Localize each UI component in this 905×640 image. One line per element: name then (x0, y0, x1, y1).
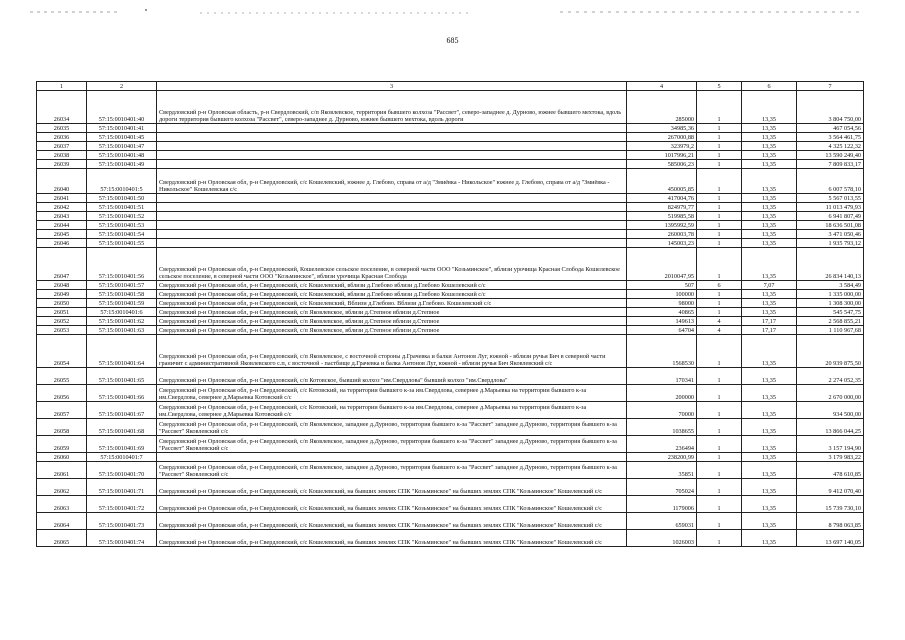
category-code: 1 (697, 133, 742, 142)
rate-value: 13,35 (742, 133, 797, 142)
rate-value: 13,35 (742, 462, 797, 479)
column-header: 5 (697, 82, 742, 91)
cadastral-number: 57:15:0010401:72 (87, 496, 157, 513)
table-row (37, 124, 864, 133)
category-code: 1 (697, 419, 742, 436)
area-value: 35851 (627, 462, 697, 479)
area-value: 705024 (627, 479, 697, 496)
cadastral-number: 57:15:0010401:68 (87, 419, 157, 436)
row-number: 26036 (37, 133, 87, 142)
area-value: 170341 (627, 368, 697, 385)
rate-value: 13,35 (742, 248, 797, 281)
category-code: 1 (697, 142, 742, 151)
cadastral-value: 13 697 140,05 (797, 530, 864, 547)
row-number: 26064 (37, 513, 87, 530)
cadastral-number: 57:15:0010401:66 (87, 385, 157, 402)
rate-value: 13,35 (742, 513, 797, 530)
column-header: 7 (797, 82, 864, 91)
location-description: Свердловский р-н Орловская обл, р-н Свердловский, с/с Котовский, на территории бывшего к-за им.Свердлова, севернее д.Марьевка на территории бывшего к-за им.Свердлова, севернее д.Марьевка Котовский с/с (157, 402, 627, 419)
rate-value: 13,35 (742, 368, 797, 385)
cadastral-value: 1 935 793,12 (797, 239, 864, 248)
row-number: 26035 (37, 124, 87, 133)
location-description (157, 160, 627, 169)
category-code: 1 (697, 496, 742, 513)
row-number: 26051 (37, 308, 87, 317)
column-header: 4 (627, 82, 697, 91)
category-code: 1 (697, 124, 742, 133)
category-code: 1 (697, 402, 742, 419)
category-code: 1 (697, 290, 742, 299)
table-row (37, 169, 864, 194)
category-code: 1 (697, 91, 742, 124)
row-number: 26040 (37, 169, 87, 194)
cadastral-number: 57:15:0010401:56 (87, 248, 157, 281)
location-description: Свердловский р-н Орловская обл, р-н Свердловский, с/с Кошелевский, на бывших землях СПК "Козьминское" на бывших землях СПК "Козьминское" Кошелевский с/с (157, 496, 627, 513)
location-description (157, 194, 627, 203)
location-description: Свердловский р-н Орловская обл, р-н Свердловский, с/п Яковлевское, западнее д.Дурново, территория бывшего к-за "Рассвет" западнее д.Дурново, территория бывшего к-за "Рассвет" Яковлевский с/с (157, 436, 627, 453)
cadastral-number: 57:15:0010401:73 (87, 513, 157, 530)
cadastral-value: 7 809 833,17 (797, 160, 864, 169)
row-number: 26049 (37, 290, 87, 299)
area-value: 1026003 (627, 530, 697, 547)
location-description: Свердловский р-н Орловская обл, р-н Свердловский, с/п Котовское, бывший колхоз "им.Свердлова" бывший колхоз "им.Свердлова" (157, 368, 627, 385)
table-row (37, 496, 864, 513)
category-code: 1 (697, 368, 742, 385)
rate-value: 13,35 (742, 203, 797, 212)
rate-value: 13,35 (742, 436, 797, 453)
category-code: 1 (697, 385, 742, 402)
cadastral-number: 57:15:0010401:67 (87, 402, 157, 419)
cadastral-value: 15 739 730,10 (797, 496, 864, 513)
rate-value: 13,35 (742, 290, 797, 299)
table-row (37, 230, 864, 239)
column-header: 2 (87, 82, 157, 91)
cadastral-number: 57:15:0010401:57 (87, 281, 157, 290)
cadastral-number: 57:15:0010401:69 (87, 436, 157, 453)
rate-value: 13,35 (742, 530, 797, 547)
cadastral-number: 57:15:0010401:47 (87, 142, 157, 151)
table-row (37, 203, 864, 212)
table-body (37, 91, 864, 547)
row-number: 26038 (37, 151, 87, 160)
cadastral-value: 934 500,00 (797, 402, 864, 419)
rate-value: 13,35 (742, 385, 797, 402)
row-number: 26056 (37, 385, 87, 402)
location-description: Свердловский р-н Орловская обл, р-н Свердловский, с/с Кошелевский, на бывших землях СПК "Козьминское" на бывших землях СПК "Козьминское" Кошелевский с/с (157, 530, 627, 547)
area-value: 149613 (627, 317, 697, 326)
location-description (157, 230, 627, 239)
row-number: 26050 (37, 299, 87, 308)
location-description: Свердловский р-н Орловская обл, р-н Свердловский, с/п Яковлевское, вблизи д.Степное вблизи д.Степное (157, 326, 627, 335)
table-row (37, 281, 864, 290)
table-row (37, 151, 864, 160)
table-row (37, 308, 864, 317)
row-number: 26046 (37, 239, 87, 248)
area-value: 659031 (627, 513, 697, 530)
category-code: 4 (697, 317, 742, 326)
cadastral-value: 3 804 750,00 (797, 91, 864, 124)
area-value: 260003,78 (627, 230, 697, 239)
area-value: 507 (627, 281, 697, 290)
location-description: Свердловский р-н Орловская обл, р-н Свердловский, с/с Кошелевский, вблизи д.Глебово вблизи д.Глебово Кошелевский с/с (157, 290, 627, 299)
rate-value: 13,35 (742, 453, 797, 462)
location-description (157, 133, 627, 142)
location-description (157, 221, 627, 230)
rate-value: 13,35 (742, 160, 797, 169)
table-row (37, 368, 864, 385)
location-description: Свердловский р-н Орловская обл, р-н Свердловский, с/с Кошелевский, на бывших землях СПК "Козьминское" на бывших землях СПК "Козьминское" Кошелевский с/с (157, 479, 627, 496)
cadastral-number: 57:15:0010401:40 (87, 91, 157, 124)
table-row (37, 133, 864, 142)
area-value: 40865 (627, 308, 697, 317)
row-number: 26041 (37, 194, 87, 203)
table-row (37, 317, 864, 326)
cadastral-value: 3 584,49 (797, 281, 864, 290)
cadastral-number: 57:15:0010401:54 (87, 230, 157, 239)
rate-value: 13,35 (742, 335, 797, 368)
table-row (37, 91, 864, 124)
category-code: 6 (697, 281, 742, 290)
cadastral-value: 3 179 983,22 (797, 453, 864, 462)
rate-value: 7,07 (742, 281, 797, 290)
row-number: 26044 (37, 221, 87, 230)
area-value: 285000 (627, 91, 697, 124)
table-row (37, 290, 864, 299)
category-code: 1 (697, 248, 742, 281)
area-value: 417004,76 (627, 194, 697, 203)
area-value: 64704 (627, 326, 697, 335)
row-number: 26065 (37, 530, 87, 547)
row-number: 26052 (37, 317, 87, 326)
table-row (37, 239, 864, 248)
cadastral-number: 57:15:0010401:41 (87, 124, 157, 133)
cadastral-value: 6 007 578,10 (797, 169, 864, 194)
area-value: 450005,85 (627, 169, 697, 194)
row-number: 26034 (37, 91, 87, 124)
rate-value: 17,17 (742, 317, 797, 326)
column-header: 3 (157, 82, 627, 91)
rate-value: 13,35 (742, 169, 797, 194)
rate-value: 13,35 (742, 221, 797, 230)
cadastral-number: 57:15:0010401:59 (87, 299, 157, 308)
category-code: 1 (697, 453, 742, 462)
table-row (37, 299, 864, 308)
cadastral-value: 1 110 967,68 (797, 326, 864, 335)
rate-value: 17,17 (742, 326, 797, 335)
table-row (37, 436, 864, 453)
location-description (157, 453, 627, 462)
category-code: 4 (697, 326, 742, 335)
table-row (37, 419, 864, 436)
scan-artifact-line (0, 8, 905, 20)
cadastral-value: 1 335 000,00 (797, 290, 864, 299)
area-value: 236494 (627, 436, 697, 453)
rate-value: 13,35 (742, 194, 797, 203)
cadastral-number: 57:15:0010401:71 (87, 479, 157, 496)
category-code: 1 (697, 239, 742, 248)
cadastral-value: 4 325 122,32 (797, 142, 864, 151)
cadastral-number: 57:15:0010401:48 (87, 151, 157, 160)
area-value: 267000,88 (627, 133, 697, 142)
location-description: Свердловский р-н Орловская обл, р-н Свердловский, с/с Кошелевский, на бывших землях СПК "Козьминское" на бывших землях СПК "Козьминское" Кошелевский с/с (157, 513, 627, 530)
cadastral-value: 13 866 044,25 (797, 419, 864, 436)
cadastral-value: 5 567 013,55 (797, 194, 864, 203)
rate-value: 13,35 (742, 479, 797, 496)
location-description: Свердловский р-н Орловская обл, р-н Свердловский, с/п Яковлевское, вблизи д.Степное вблизи д.Степное (157, 317, 627, 326)
category-code: 1 (697, 203, 742, 212)
row-number: 26045 (37, 230, 87, 239)
cadastral-value: 18 636 501,08 (797, 221, 864, 230)
cadastral-value: 1 308 300,00 (797, 299, 864, 308)
area-value: 824979,77 (627, 203, 697, 212)
rate-value: 13,35 (742, 142, 797, 151)
column-header: 6 (742, 82, 797, 91)
cadastral-number: 57:15:0010401:50 (87, 194, 157, 203)
cadastral-value: 467 054,56 (797, 124, 864, 133)
land-valuation-table (36, 81, 864, 547)
row-number: 26042 (37, 203, 87, 212)
category-code: 1 (697, 479, 742, 496)
table-row (37, 513, 864, 530)
table-row (37, 212, 864, 221)
area-value: 100000 (627, 290, 697, 299)
location-description (157, 203, 627, 212)
row-number: 26058 (37, 419, 87, 436)
cadastral-number: 57:15:0010401:58 (87, 290, 157, 299)
area-value: 1017996,21 (627, 151, 697, 160)
location-description: Свердловский р-н Орловская обл, р-н Свердловский, с/с Кошелевский, южнее д. Глебово, справа от а/д "Змиёвка - Никольское" южнее д. Глебово, справа от а/д "Змиёвка - Никольское" Кошелевская с/с (157, 169, 627, 194)
row-number: 26059 (37, 436, 87, 453)
table-row (37, 462, 864, 479)
area-value: 145003,23 (627, 239, 697, 248)
location-description: Свердловский р-н Орловская обл, р-н Свердловский, с/п Яковлевское, западнее д.Дурново, территория бывшего к-за "Рассвет" западнее д.Дурново, территория бывшего к-за "Рассвет" Яковлевский с/с (157, 462, 627, 479)
location-description: Свердловский р-н Орловская обл, р-н Свердловский, с/с Кошелевский, Вблизи д.Глебово. Вблизи д.Глебово. Кошелевский с/с (157, 299, 627, 308)
rate-value: 13,35 (742, 230, 797, 239)
location-description: Свердловский р-н Орловская обл, р-н Свердловский, Кошелевское сельское поселение, в северной части ООО "Козьминское", вблизи урочища Красная Слобода Кошелевское сельское поселение, в северной части ООО "Козьминское", вблизи урочища Красная Слобода (157, 248, 627, 281)
category-code: 1 (697, 530, 742, 547)
rate-value: 13,35 (742, 151, 797, 160)
cadastral-value: 545 547,75 (797, 308, 864, 317)
category-code: 1 (697, 308, 742, 317)
location-description (157, 239, 627, 248)
table-row (37, 142, 864, 151)
rate-value: 13,35 (742, 402, 797, 419)
location-description: Свердловский р-н Орловская область, р-н Свердловский, с/п Яковлевское, территория бывшего колхоза "Рассвет", северо-западнее д. Дурново, южнее бывшего мехтока, вдоль дороги территория бывшего колхоза "Рассвет", северо-западнее д. Дурново, южнее бывшего мехтока, вдоль дороги (157, 91, 627, 124)
rate-value: 13,35 (742, 239, 797, 248)
table-row (37, 453, 864, 462)
rate-value: 13,35 (742, 419, 797, 436)
row-number: 26062 (37, 479, 87, 496)
area-value: 238200,99 (627, 453, 697, 462)
cadastral-value: 3 471 050,46 (797, 230, 864, 239)
row-number: 26060 (37, 453, 87, 462)
category-code: 1 (697, 221, 742, 230)
category-code: 1 (697, 462, 742, 479)
location-description: Свердловский р-н Орловская обл, р-н Свердловский, с/п Яковлевское, с восточной стороны д.Грачевка и балки Антонов Луг, южной - вблизи ручья Бич в северной части граничит с административной Яковлевского с.п, с восточной - пастбище д.Грачевка и балка Антонов Луг, южной - вблизи ручья Бич Яковлевский с/с (157, 335, 627, 368)
location-description: Свердловский р-н Орловская обл, р-н Свердловский, с/с Котовский, на территории бывшего к-за им.Свердлова, севернее д.Марьевка на территории бывшего к-за им.Свердлова, севернее д.Марьевка Котовский с/с (157, 385, 627, 402)
cadastral-number: 57:15:0010401:62 (87, 317, 157, 326)
cadastral-number: 57:15:0010401:52 (87, 212, 157, 221)
table-row (37, 221, 864, 230)
location-description: Свердловский р-н Орловская обл, р-н Свердловский, с/п Яковлевское, вблизи д.Степное вблизи д.Степное (157, 308, 627, 317)
area-value: 519985,58 (627, 212, 697, 221)
row-number: 26063 (37, 496, 87, 513)
area-value: 585006,23 (627, 160, 697, 169)
cadastral-number: 57:15:0010401:53 (87, 221, 157, 230)
rate-value: 13,35 (742, 308, 797, 317)
area-value: 34985,36 (627, 124, 697, 133)
cadastral-number: 57:15:0010401:70 (87, 462, 157, 479)
location-description (157, 142, 627, 151)
area-value: 2010047,95 (627, 248, 697, 281)
cadastral-value: 3 157 194,90 (797, 436, 864, 453)
row-number: 26057 (37, 402, 87, 419)
rate-value: 13,35 (742, 496, 797, 513)
cadastral-value: 9 412 070,40 (797, 479, 864, 496)
location-description: Свердловский р-н Орловская обл, р-н Свердловский, с/п Яковлевское, западнее д.Дурново, территория бывшего к-за "Рассвет" западнее д.Дурново, территория бывшего к-за "Рассвет" Яковлевский с/с (157, 419, 627, 436)
table-row (37, 326, 864, 335)
cadastral-number: 57:15:0010401:51 (87, 203, 157, 212)
row-number: 26043 (37, 212, 87, 221)
location-description (157, 151, 627, 160)
category-code: 1 (697, 230, 742, 239)
cadastral-value: 2 670 000,00 (797, 385, 864, 402)
cadastral-number: 57:15:0010401:45 (87, 133, 157, 142)
column-header: 1 (37, 82, 87, 91)
rate-value: 13,35 (742, 212, 797, 221)
table-row (37, 385, 864, 402)
table-row (37, 335, 864, 368)
category-code: 1 (697, 169, 742, 194)
cadastral-number: 57:15:0010401:65 (87, 368, 157, 385)
table-row (37, 402, 864, 419)
area-value: 98000 (627, 299, 697, 308)
cadastral-value: 26 834 140,13 (797, 248, 864, 281)
cadastral-value: 13 590 249,40 (797, 151, 864, 160)
row-number: 26039 (37, 160, 87, 169)
cadastral-value: 6 941 807,49 (797, 212, 864, 221)
cadastral-value: 3 564 461,75 (797, 133, 864, 142)
cadastral-number: 57:15:0010401:7 (87, 453, 157, 462)
table-row (37, 479, 864, 496)
category-code: 1 (697, 513, 742, 530)
cadastral-value: 20 939 875,50 (797, 335, 864, 368)
rate-value: 13,35 (742, 299, 797, 308)
cadastral-value: 2 568 855,21 (797, 317, 864, 326)
cadastral-value: 8 798 063,85 (797, 513, 864, 530)
category-code: 1 (697, 212, 742, 221)
row-number: 26061 (37, 462, 87, 479)
row-number: 26037 (37, 142, 87, 151)
table-row (37, 530, 864, 547)
row-number: 26055 (37, 368, 87, 385)
location-description (157, 124, 627, 133)
cadastral-number: 57:15:0010401:64 (87, 335, 157, 368)
area-value: 1395992,59 (627, 221, 697, 230)
area-value: 70000 (627, 402, 697, 419)
area-value: 1179006 (627, 496, 697, 513)
cadastral-number: 57:15:0010401:49 (87, 160, 157, 169)
cadastral-number: 57:15:0010401:5 (87, 169, 157, 194)
cadastral-number: 57:15:0010401:63 (87, 326, 157, 335)
category-code: 1 (697, 436, 742, 453)
cadastral-value: 2 274 052,35 (797, 368, 864, 385)
category-code: 1 (697, 299, 742, 308)
cadastral-value: 478 610,85 (797, 462, 864, 479)
row-number: 26053 (37, 326, 87, 335)
row-number: 26047 (37, 248, 87, 281)
row-number: 26054 (37, 335, 87, 368)
table-row (37, 194, 864, 203)
table-row (37, 248, 864, 281)
area-value: 323979,2 (627, 142, 697, 151)
table-header (37, 82, 864, 91)
cadastral-number: 57:15:0010401:6 (87, 308, 157, 317)
area-value: 1568530 (627, 335, 697, 368)
row-number: 26048 (37, 281, 87, 290)
cadastral-number: 57:15:0010401:74 (87, 530, 157, 547)
location-description (157, 212, 627, 221)
page-number: 685 (446, 36, 459, 45)
category-code: 1 (697, 151, 742, 160)
category-code: 1 (697, 160, 742, 169)
area-value: 1038655 (627, 419, 697, 436)
table-row (37, 160, 864, 169)
location-description: Свердловский р-н Орловская обл, р-н Свердловский, с/с Кошелевский, вблизи д.Глебово вблизи д.Глебово Кошелевский с/с (157, 281, 627, 290)
category-code: 1 (697, 194, 742, 203)
cadastral-value: 11 013 479,93 (797, 203, 864, 212)
cadastral-number: 57:15:0010401:55 (87, 239, 157, 248)
rate-value: 13,35 (742, 91, 797, 124)
category-code: 1 (697, 335, 742, 368)
area-value: 200000 (627, 385, 697, 402)
rate-value: 13,35 (742, 124, 797, 133)
